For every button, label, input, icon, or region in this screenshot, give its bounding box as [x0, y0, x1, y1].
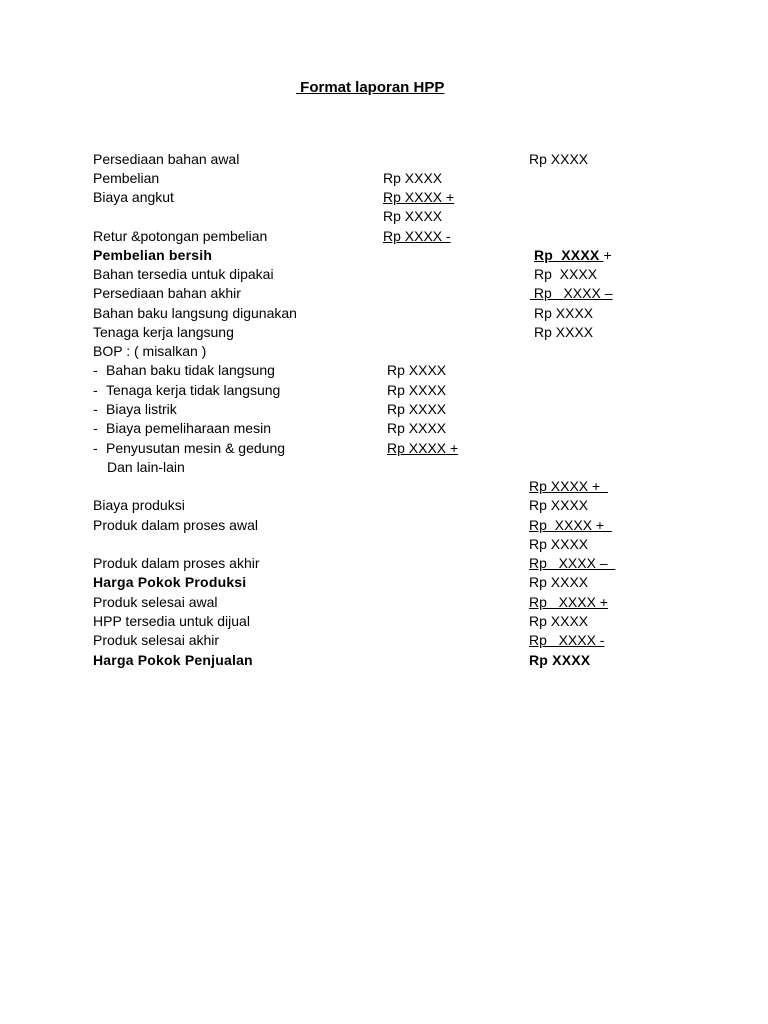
- list-marker: -: [93, 401, 98, 417]
- row-amount: Rp XXXX: [387, 401, 447, 417]
- row-total: Rp XXXX: [534, 266, 598, 282]
- row-label: Bahan tersedia untuk dipakai: [93, 266, 274, 282]
- row-label: Biaya pemeliharaan mesin: [106, 420, 271, 436]
- row-total-value: Rp XXXX: [534, 247, 604, 263]
- row-label: Pembelian: [93, 170, 160, 186]
- row-total: Rp XXXX: [534, 324, 594, 340]
- list-marker: -: [93, 382, 98, 398]
- row-total: Rp XXXX -: [529, 632, 605, 648]
- row-label: Bahan baku tidak langsung: [106, 362, 275, 378]
- row-amount: Rp XXXX +: [387, 440, 459, 456]
- report-title: Format laporan HPP: [296, 79, 445, 96]
- row-label: Persediaan bahan awal: [93, 151, 240, 167]
- row-label: Produk dalam proses awal: [93, 517, 258, 533]
- row-total: Rp XXXX –: [529, 555, 616, 571]
- row-total: Rp XXXX +: [529, 517, 612, 533]
- row-label: Biaya produksi: [93, 497, 185, 513]
- row-label: Produk selesai awal: [93, 594, 218, 610]
- row-total: Rp XXXX: [529, 613, 589, 629]
- row-label: Tenaga kerja tidak langsung: [106, 382, 281, 398]
- row-amount: Rp XXXX -: [383, 228, 451, 244]
- row-amount: Rp XXXX: [383, 208, 443, 224]
- row-label: Tenaga kerja langsung: [93, 324, 234, 340]
- row-label: HPP tersedia untuk dijual: [93, 613, 250, 629]
- row-total: Rp XXXX –: [530, 285, 613, 301]
- row-amount: Rp XXXX: [387, 362, 447, 378]
- row-total: Rp XXXX: [529, 536, 589, 552]
- row-label: Biaya listrik: [106, 401, 177, 417]
- row-label: Pembelian bersih: [93, 247, 213, 263]
- row-amount: Rp XXXX: [387, 382, 447, 398]
- row-total: Rp XXXX +: [529, 594, 608, 610]
- row-total: Rp XXXX: [529, 574, 589, 590]
- list-marker: -: [93, 420, 98, 436]
- row-total-operator: +: [603, 247, 612, 263]
- row-total: Rp XXXX +: [529, 478, 608, 494]
- row-total: Rp XXXX: [529, 652, 591, 668]
- row-total: Rp XXXX: [534, 305, 594, 321]
- list-marker: -: [93, 362, 98, 378]
- row-amount: Rp XXXX +: [383, 189, 455, 205]
- row-label: Harga Pokok Penjualan: [93, 652, 253, 668]
- row-label: Penyusutan mesin & gedung: [106, 440, 286, 456]
- row-total: Rp XXXX: [529, 497, 589, 513]
- row-label: Persediaan bahan akhir: [93, 285, 241, 301]
- row-label: Bahan baku langsung digunakan: [93, 305, 297, 321]
- row-total: [534, 247, 612, 263]
- row-label: Harga Pokok Produksi: [93, 574, 247, 590]
- row-label: Produk selesai akhir: [93, 632, 220, 648]
- row-label: Dan lain-lain: [107, 459, 185, 475]
- row-label: Biaya angkut: [93, 189, 174, 205]
- row-total: Rp XXXX: [529, 151, 589, 167]
- row-amount: Rp XXXX: [387, 420, 447, 436]
- list-marker: -: [93, 440, 98, 456]
- row-amount: Rp XXXX: [383, 170, 443, 186]
- row-label: BOP : ( misalkan ): [93, 343, 207, 359]
- row-label: Retur &potongan pembelian: [93, 228, 268, 244]
- row-label: Produk dalam proses akhir: [93, 555, 260, 571]
